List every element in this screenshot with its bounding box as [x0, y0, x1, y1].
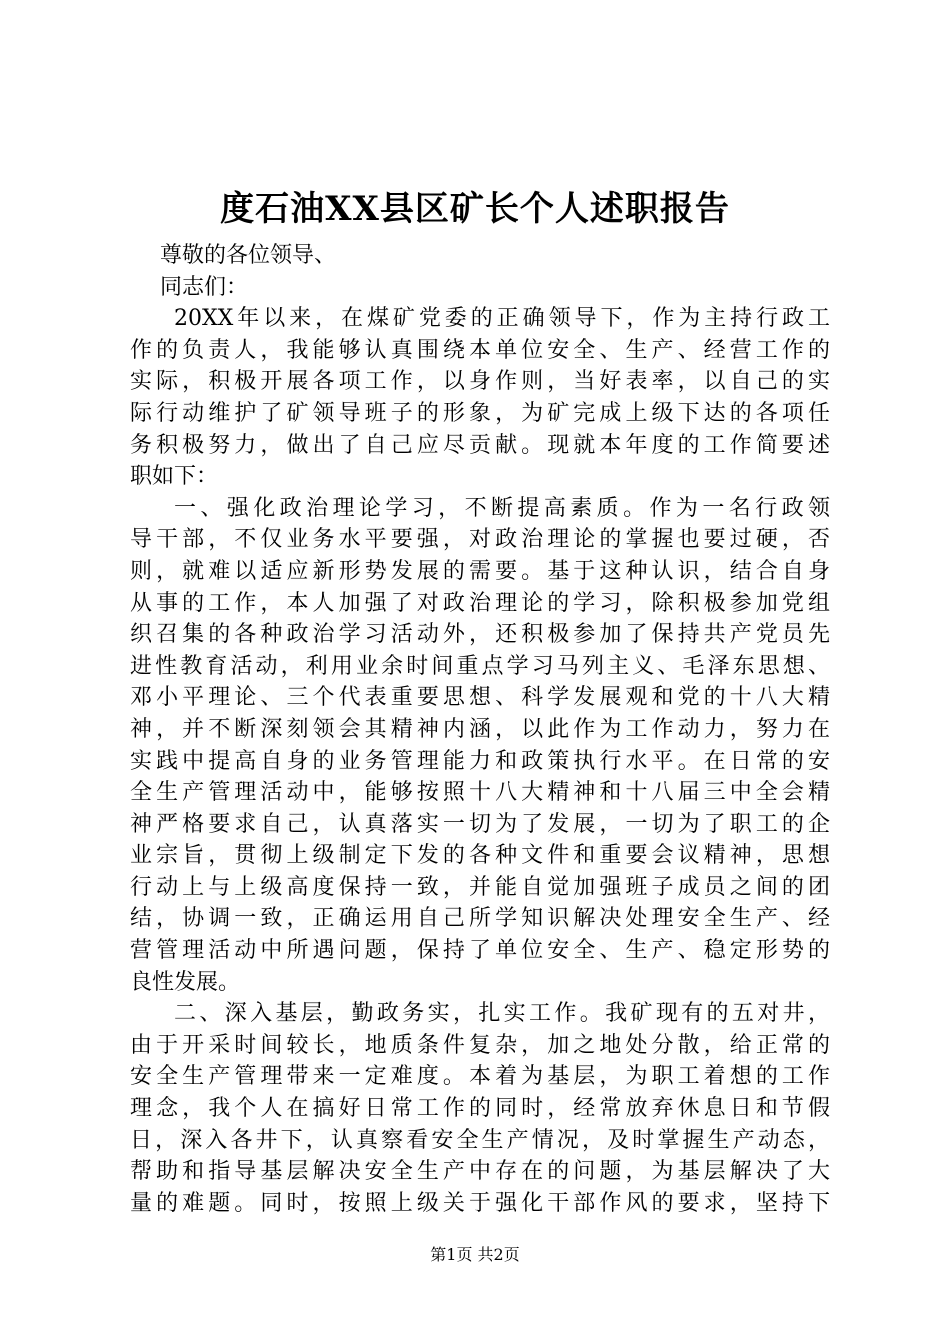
text-line: 行动上与上级高度保持一致，并能自觉加强班子成员之间的团 [130, 874, 830, 900]
text-line: 神，并不断深刻领会其精神内涵，以此作为工作动力，努力在 [130, 716, 830, 742]
text-line: 实践中提高自身的业务管理能力和政策执行水平。在日常的安 [130, 748, 830, 774]
text-line: 二、深入基层，勤政务实，扎实工作。我矿现有的五对井， [174, 1001, 830, 1027]
greeting-line: 同志们： [160, 274, 249, 300]
document-body [130, 240, 830, 1219]
text-line: 帮助和指导基层解决安全生产中存在的问题，为基层解决了大 [130, 1159, 830, 1185]
text-line: 安全生产管理带来一定难度。本着为基层，为职工着想的工作 [130, 1064, 830, 1090]
text-line: 际行动维护了矿领导班子的形象，为矿完成上级下达的各项任 [130, 400, 830, 426]
text-line: 从事的工作，本人加强了对政治理论的学习，除积极参加党组 [130, 590, 830, 616]
text-line: 结，协调一致，正确运用自己所学知识解决处理安全生产、经 [130, 906, 830, 932]
text-line: 织召集的各种政治学习活动外，还积极参加了保持共产党员先 [130, 622, 830, 648]
text-line: 营管理活动中所遇问题，保持了单位安全、生产、稳定形势的 [130, 938, 830, 964]
document-title: 度石油XX县区矿长个人述职报告 [220, 189, 730, 229]
text-line: 20XX年以来，在煤矿党委的正确领导下，作为主持行政工 [174, 306, 830, 332]
text-line: 导干部，不仅业务水平要强，对政治理论的掌握也要过硬，否 [130, 527, 830, 553]
text-line: 邓小平理论、三个代表重要思想、科学发展观和党的十八大精 [130, 685, 830, 711]
text-line: 日，深入各井下，认真察看安全生产情况，及时掌握生产动态， [130, 1127, 830, 1153]
text-line: 进性教育活动，利用业余时间重点学习马列主义、毛泽东思想、 [130, 653, 830, 679]
text-line: 职如下： [130, 464, 219, 490]
text-line: 作的负责人，我能够认真围绕本单位安全、生产、经营工作的 [130, 337, 830, 363]
text-line: 一、强化政治理论学习，不断提高素质。作为一名行政领 [174, 495, 830, 521]
text-line: 由于开采时间较长，地质条件复杂，加之地处分散，给正常的 [130, 1032, 830, 1058]
page-number: 第1页 共2页 [430, 1245, 520, 1264]
text-line: 业宗旨，贯彻上级制定下发的各种文件和重要会议精神，思想 [130, 843, 830, 869]
text-line: 全生产管理活动中，能够按照十八大精神和十八届三中全会精 [130, 780, 830, 806]
text-line: 良性发展。 [130, 969, 241, 995]
text-line: 神严格要求自己，认真落实一切为了发展，一切为了职工的企 [130, 811, 830, 837]
text-line: 量的难题。同时，按照上级关于强化干部作风的要求，坚持下 [130, 1190, 830, 1216]
text-line: 务积极努力，做出了自己应尽贡献。现就本年度的工作简要述 [130, 432, 830, 458]
text-line: 则，就难以适应新形势发展的需要。基于这种认识，结合自身 [130, 558, 830, 584]
greeting-line: 尊敬的各位领导、 [160, 243, 337, 268]
text-line: 实际，积极开展各项工作，以身作则，当好表率，以自己的实 [130, 369, 830, 395]
text-line: 理念，我个人在搞好日常工作的同时，经常放弃休息日和节假 [130, 1096, 830, 1122]
